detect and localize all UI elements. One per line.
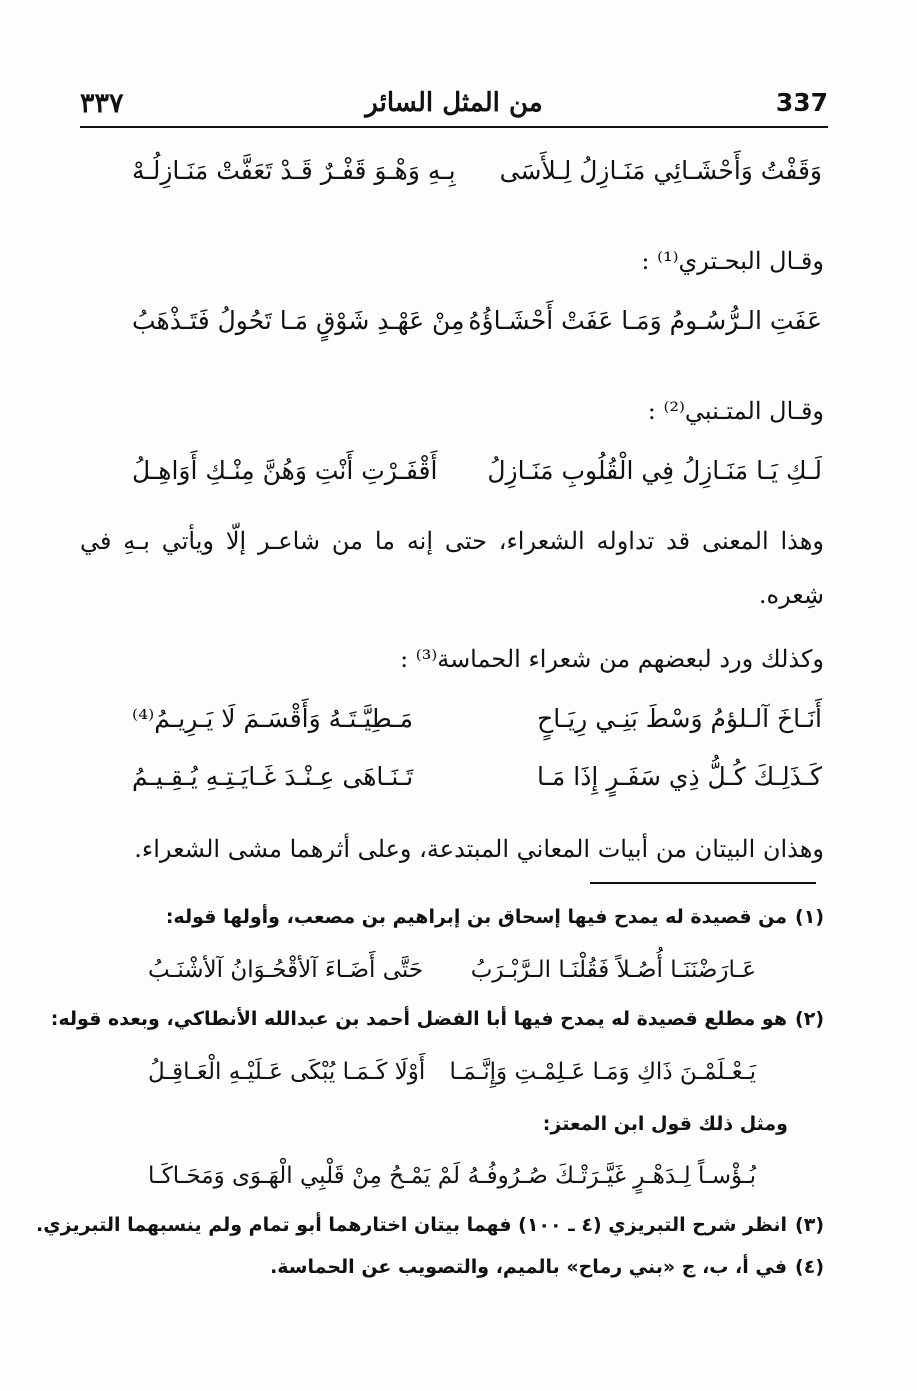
verse-hemistich-left: بِـهِ وَهْـوَ قَفْـرٌ قَـدْ تَعَفَّتْ مَنَـازِلُـهْ <box>132 156 456 185</box>
footnotes <box>36 898 828 1290</box>
footnote-text: انظر شرح التبريزي (٤ ـ ١٠٠) فهما بيتان اختارهما أبو تمام ولم ينسبهما التبريزي. <box>36 1214 788 1236</box>
verse-intro: وقـال المتـنبي⁽²⁾ : <box>647 397 824 425</box>
footnote-divider <box>590 882 816 884</box>
footnote <box>36 1206 828 1248</box>
verse-hemistich-right: عَفَتِ الـرُّسُـومُ وَمَـا عَفَتْ أَحْشَـاؤُهُ <box>468 306 822 335</box>
verse-hemistich-left: مَـطِيَّـتَـهُ وَأَقْسَـمَ لَا يَـرِيـمُ⁽⁴⁾ <box>132 704 414 733</box>
verse-line <box>80 690 828 748</box>
verse-hemistich-left: لَمْ يَمْـحُ مِنْ قَلْبِي الْهَـوَى وَمَحَـاكَـا <box>148 1163 461 1189</box>
prose-paragraph: وهذان البيتان من أبيات المعاني المبتدعة، وعلى أثرهما مشى الشعراء. <box>134 835 824 863</box>
verse-hemistich-right: لَـكِ يَـا مَنَـازِلُ فِي الْقُلُوبِ مَنَـازِلُ <box>487 456 822 485</box>
footnote-number: (٣) <box>795 1214 824 1236</box>
page-number-latin: 337 <box>775 88 828 117</box>
footnote-verse <box>80 940 828 1000</box>
verse-hemistich-left: مِنْ عَهْـدِ شَوْقٍ مَـا تَحُولُ فَتَـذْهَبُ <box>132 306 465 335</box>
footnote-text: هو مطلع قصيدة له يمدح فيها أبا الفضل أحمد بن عبدالله الأنطاكي، وبعده قوله: <box>50 1008 788 1030</box>
footnote-number: (٢) <box>795 1008 824 1030</box>
footnote-text: من قصيدة له يمدح فيها إسحاق بن إبراهيم بن مصعب، وأولها قوله: <box>165 906 788 928</box>
verse-hemistich-right: أَنَـاخَ آلـلؤمُ وَسْطَ بَنِـي رِيَـاحٍ <box>537 704 822 733</box>
verse-line <box>80 142 828 200</box>
verse-hemistich-left: حَتَّى أَضَـاءَ آلأقْحُـوَانُ آلأشْنَـبُ <box>148 957 424 983</box>
prose-paragraph: وهذا المعنى قد تداوله الشعراء، حتى إنه ما من شاعـر إلّا ويأتي بـهِ في شِعره. <box>80 527 824 609</box>
page-number-arabic: ٣٣٧ <box>80 88 124 119</box>
verse-intro: وقـال البحـتري⁽¹⁾ : <box>641 247 824 275</box>
header-rule <box>80 126 828 128</box>
footnote-number: (٤) <box>795 1256 824 1278</box>
verse-hemistich-right: يَـعْـلَمْـنَ ذَاكِ وَمَـا عَـلِمْـتِ وَإِنَّـمَـا <box>449 1059 756 1085</box>
footnote-text: ومثل ذلك قول ابن المعتز: <box>542 1113 788 1135</box>
verse-hemistich-right: كَـذَلِـكَ كُـلُّ ذِي سَفَـرٍ إِذَا مَـا <box>536 762 822 791</box>
verse-hemistich-right: وَقَفْتُ وَأَحْشَـائِي مَنَـازِلُ لِـلأَسَى <box>499 156 822 185</box>
footnote-verse <box>80 1146 828 1206</box>
verse-hemistich-left: أَقْفَـرْتِ أَنْتِ وَهُنَّ مِنْـكِ أَوَاهِـلُ <box>132 456 438 485</box>
verse-hemistich-right: عَـارَضْنَنَـا أُصُـلاً فَقُلْنَـا الـرَّبْـرَبُ <box>470 957 756 983</box>
footnote <box>50 1000 828 1042</box>
running-title: من المثل السائر <box>365 88 543 118</box>
footnote-number: (١) <box>795 906 824 928</box>
verse-hemistich-left: أَوْلَا كَـمَـا يُبْكَى عَـلَيْـهِ الْعَـاقِـلُ <box>148 1059 426 1085</box>
verse-hemistich-right: بُـؤْسـاً لِـدَهْـرٍ غَيَّـرَتْـكَ صُـرُوفُـهُ <box>467 1163 756 1189</box>
verse-intro: وكذلك ورد لبعضهم من شعراء الحماسة⁽³⁾ : <box>400 645 824 673</box>
verse-line <box>80 292 828 350</box>
main-text <box>80 142 828 876</box>
footnote-verse <box>80 1042 828 1102</box>
footnote-text: في أ، ب، ج «بني رماح» بالميم، والتصويب عن الحماسة. <box>270 1256 788 1278</box>
footnote <box>80 898 828 940</box>
page-header <box>80 88 828 128</box>
verse-line <box>80 748 828 806</box>
verse-line <box>80 442 828 500</box>
footnote <box>80 1248 828 1290</box>
verse-hemistich-left: تَـنَـاهَى عِـنْـدَ غَـايَـتِـهِ يُـقِـيـمُ <box>132 762 414 791</box>
